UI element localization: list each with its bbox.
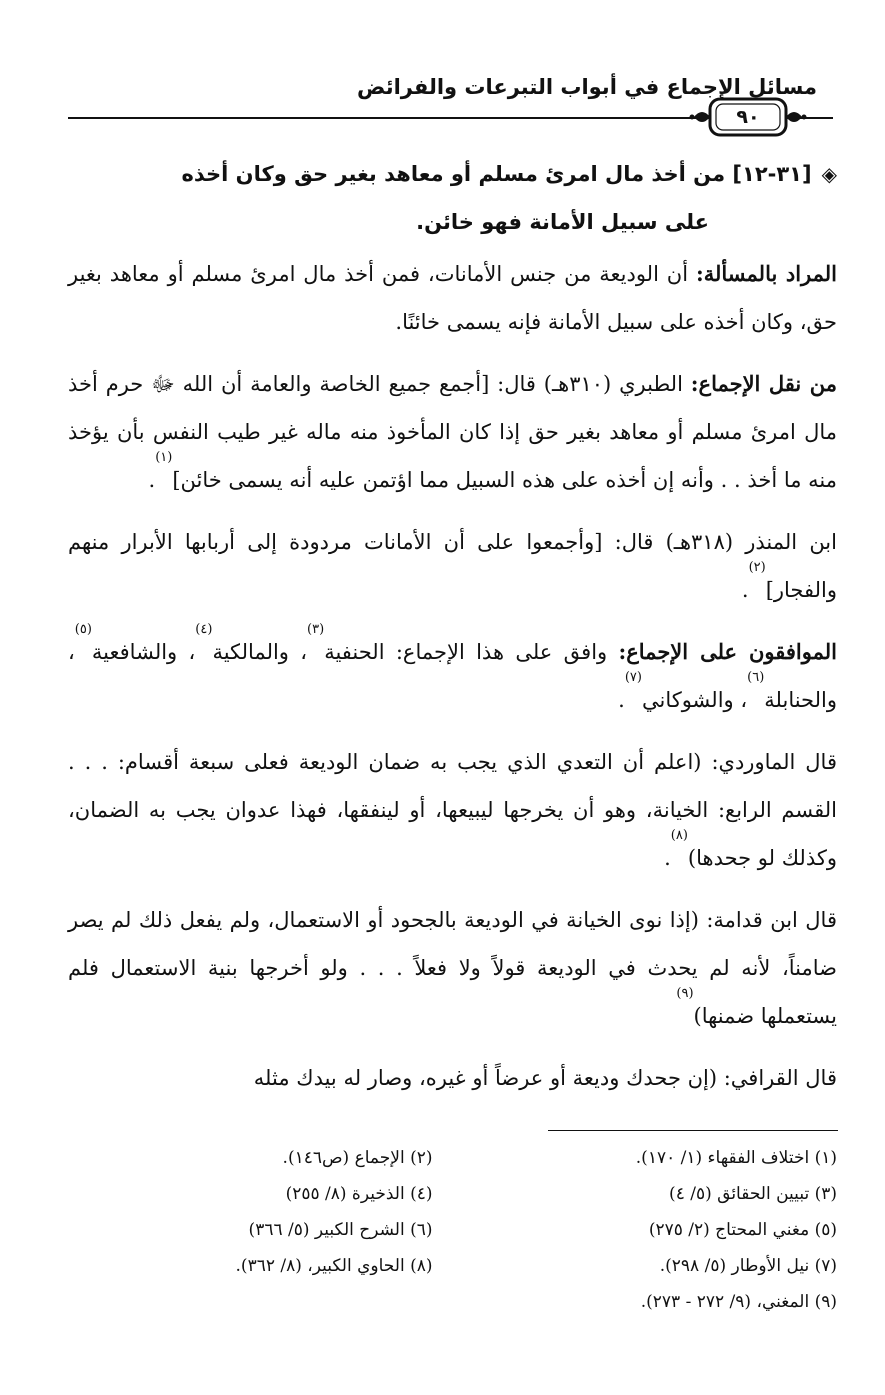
qudama-text: قال ابن قدامة: (إذا نوى الخيانة في الوديعة بالجحود أو الاستعمال، ولم يفعل ذلك لم يصر ضامناً، لأنه لم يحدث في الوديعة قولاً ولا فعلاً . . . ولو أخرجها بنية الاستعمال فلم يستعملها ضمنها) — [68, 908, 837, 1028]
footnote-ref-5[interactable]: (٥) — [74, 622, 92, 637]
issue-number: [٣١-١٢] — [732, 162, 812, 186]
muwafiqun-intro: وافق على هذا الإجماع: الحنفية — [324, 640, 608, 664]
main-text — [68, 150, 837, 1102]
muwafiqun-label: الموافقون على الإجماع: — [618, 639, 837, 664]
issue-title-line1: من أخذ مال امرئ مسلم أو معاهد بغير حق وكان أخذه — [181, 162, 726, 186]
page-number-ornament — [688, 95, 808, 139]
footnote-ref-7[interactable]: (٧) — [624, 670, 642, 685]
murad-text: أن الوديعة من جنس الأمانات، فمن أخذ مال امرئ مسلم أو معاهد بغير حق، وكان أخذه على سبيل الأمانة فإنه يسمى خائنًا. — [68, 262, 837, 334]
qarafi-text: قال القرافي: (إن جحدك وديعة أو عرضاً أو غيره، وصار له بيدك مثله — [253, 1066, 837, 1090]
footnote-ref-2[interactable]: (٢) — [748, 560, 766, 575]
footnotes — [68, 1140, 837, 1320]
footnote-6: (٦) الشرح الكبير (٥/ ٣٦٦) — [248, 1220, 433, 1240]
page-number: ٩٠ — [736, 106, 760, 128]
paragraph-ibn-mundhir: ابن المنذر (٣١٨هـ) قال: [وأجمعوا على أن الأمانات مردودة إلى أربابها الأبرار منهم والفجار]$^{(٢)}$. — [68, 530, 837, 602]
paragraph-naql: من نقل الإجماع: الطبري (٣١٠هـ) قال: [أجمع جميع الخاصة والعامة أن الله ﷻ حرم أخذ مال امرئ مسلم أو معاهد بغير حق إذا كان المأخوذ منه ماله غير طيب النفس بأن يؤخذ منه ما أخذ . . وأنه إن أخذه على هذه السبيل مما اؤتمن عليه أنه يسمى خائن]$^{(١)}$. — [68, 371, 837, 492]
footnote-ref-4[interactable]: (٤) — [195, 622, 213, 637]
footnote-5: (٥) مغني المحتاج (٢/ ٢٧٥) — [648, 1220, 837, 1240]
footnote-8: (٨) الحاوي الكبير، (٨/ ٣٦٢). — [235, 1256, 433, 1276]
paragraph-murad — [68, 250, 837, 346]
footnote-4: (٤) الذخيرة (٨/ ٢٥٥) — [285, 1184, 433, 1204]
shafii-text: ، والشافعية — [91, 640, 196, 664]
naql-text: الطبري (٣١٠هـ) قال: [أجمع جميع الخاصة والعامة أن الله ﷻ حرم أخذ مال امرئ مسلم أو معاهد بغير حق إذا كان المأخوذ منه ماله غير طيب النفس بأن يؤخذ منه ما أخذ . . وأنه إن أخذه على هذه السبيل مما اؤتمن عليه أنه يسمى خائن] — [68, 372, 837, 492]
footnote-9: (٩) المغني، (٩/ ٢٧٢ - ٢٧٣). — [640, 1292, 837, 1312]
footnote-7: (٧) نيل الأوطار (٥/ ٢٩٨). — [659, 1256, 837, 1276]
issue-title-line2: على سبيل الأمانة فهو خائن. — [416, 210, 709, 234]
footnote-separator — [548, 1130, 838, 1131]
paragraph-qarafi — [68, 1054, 837, 1102]
paragraph-muwafiqun: الموافقون على الإجماع: وافق على هذا الإجماع: الحنفية$^{(٣)}$، والمالكية$^{(٤)}$، والشافعية$^{(٥)}$، والحنابلة$^{(٦)}$، والشوكاني$^{(٧)}$. — [68, 622, 837, 712]
murad-label: المراد بالمسألة: — [696, 261, 838, 286]
footnote-1: (١) اختلاف الفقهاء (١/ ١٧٠). — [635, 1148, 837, 1168]
shawkani-text: ، والشوكاني — [641, 688, 748, 712]
footnote-2: (٢) الإجماع (ص١٤٦). — [282, 1148, 433, 1168]
diamond-bullet-icon: ◈ — [821, 162, 837, 186]
naql-label: من نقل الإجماع: — [690, 371, 837, 396]
mundhir-text: ابن المنذر (٣١٨هـ) قال: [وأجمعوا على أن الأمانات مردودة إلى أربابها الأبرار منهم والفجار] — [68, 530, 837, 602]
issue-heading — [68, 150, 837, 246]
mawardi-text: قال الماوردي: (اعلم أن التعدي الذي يجب به ضمان الوديعة فعلى سبعة أقسام: . . . القسم الرابع: الخيانة، وهو أن يخرجها ليبيعها، أو لينفقها، فهذا عدوان يجب به الضمان، وكذلك لو جحدها) — [68, 750, 837, 870]
footnote-3: (٣) تبيين الحقائق (٥/ ٤) — [669, 1184, 837, 1204]
footnote-ref-3[interactable]: (٣) — [307, 622, 325, 637]
footnote-ref-8[interactable]: (٨) — [670, 828, 688, 843]
footnote-ref-9[interactable]: (٩) — [676, 986, 694, 1001]
paragraph-ibn-qudama — [68, 896, 837, 1040]
footnote-ref-1[interactable]: (١) — [155, 450, 173, 465]
running-title: مسائل الإجماع في أبواب التبرعات والفرائض — [357, 75, 817, 99]
footnote-ref-6[interactable]: (٦) — [747, 670, 765, 685]
paragraph-mawardi: قال الماوردي: (اعلم أن التعدي الذي يجب به ضمان الوديعة فعلى سبعة أقسام: . . . القسم الرابع: الخيانة، وهو أن يخرجها ليبيعها، أو لينفقها، فهذا عدوان يجب به الضمان، وكذلك لو جحدها)$^{(٨)}$. — [68, 750, 837, 870]
hanabila-text: ، والحنابلة — [68, 640, 837, 712]
maliki-text: ، والمالكية — [212, 640, 308, 664]
